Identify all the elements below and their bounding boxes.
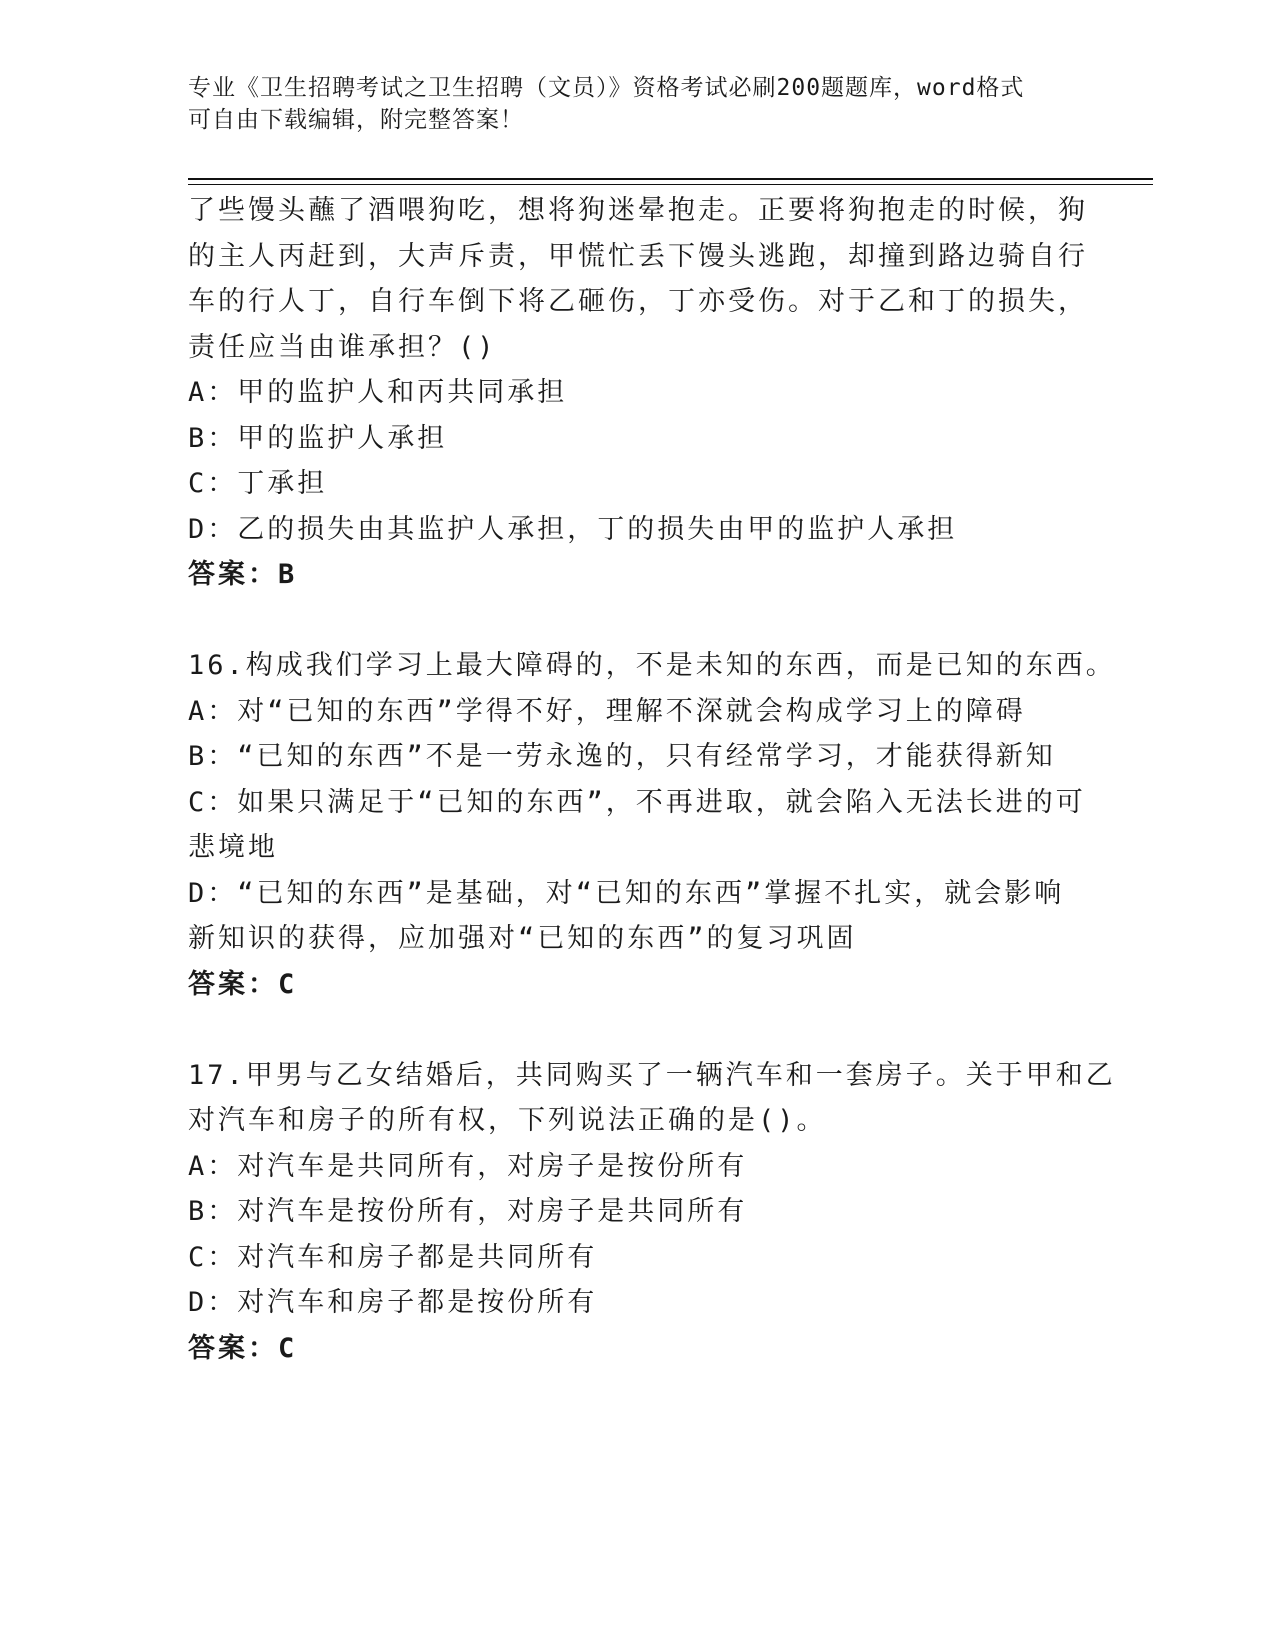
question-stem-line: 17.甲男与乙女结婚后，共同购买了一辆汽车和一套房子。关于甲和乙 — [188, 1059, 1116, 1091]
option-a: A：对汽车是共同所有，对房子是按份所有 — [188, 1150, 748, 1182]
answer-line: 答案：C — [188, 1332, 298, 1364]
option-d: D：“已知的东西”是基础，对“已知的东西”掌握不扎实，就会影响 — [188, 877, 1065, 909]
question-list — [188, 188, 1116, 1371]
header-line: 专业《卫生招聘考试之卫生招聘（文员）》资格考试必刷200题题库，word格式 — [188, 75, 1025, 101]
option-b: B：甲的监护人承担 — [188, 422, 448, 454]
option-c-continued: 悲境地 — [188, 832, 278, 863]
document-header — [188, 72, 1068, 136]
question-stem-line: 了些馒头蘸了酒喂狗吃，想将狗迷晕抱走。正要将狗抱走的时候，狗 — [188, 195, 1088, 226]
header-divider — [188, 178, 1153, 180]
question-stem-line: 16.构成我们学习上最大障碍的，不是未知的东西，而是已知的东西。 — [188, 650, 1116, 681]
header-line: 可自由下载编辑，附完整答案！ — [188, 107, 524, 133]
spacer — [188, 1007, 1088, 1053]
question-stem-line: 责任应当由谁承担？() — [188, 331, 497, 363]
question-stem-line: 的主人丙赶到，大声斥责，甲慌忙丢下馒头逃跑，却撞到路边骑自行 — [188, 240, 1088, 272]
option-d-continued: 新知识的获得，应加强对“已知的东西”的复习巩固 — [188, 923, 857, 954]
question-stem-line: 对汽车和房子的所有权，下列说法正确的是()。 — [188, 1105, 827, 1136]
option-d: D：乙的损失由其监护人承担，丁的损失由甲的监护人承担 — [188, 513, 958, 545]
option-c: C：丁承担 — [188, 468, 328, 499]
option-a: A：甲的监护人和丙共同承担 — [188, 377, 568, 408]
option-c: C：如果只满足于“已知的东西”，不再进取，就会陷入无法长进的可 — [188, 786, 1086, 818]
option-d: D：对汽车和房子都是按份所有 — [188, 1287, 598, 1318]
option-b: B：对汽车是按份所有，对房子是共同所有 — [188, 1196, 748, 1227]
question-block — [188, 188, 1088, 598]
option-c: C：对汽车和房子都是共同所有 — [188, 1241, 598, 1273]
option-b: B：“已知的东西”不是一劳永逸的，只有经常学习，才能获得新知 — [188, 741, 1056, 772]
question-stem-line: 车的行人丁，自行车倒下将乙砸伤，丁亦受伤。对于乙和丁的损失， — [188, 286, 1088, 317]
answer-line: 答案：B — [188, 559, 298, 590]
question-block — [188, 643, 1116, 1007]
question-block — [188, 1053, 1116, 1372]
answer-line: 答案：C — [188, 968, 298, 1000]
option-a: A：对“已知的东西”学得不好，理解不深就会构成学习上的障碍 — [188, 695, 1026, 727]
header-divider-thin — [188, 184, 1153, 185]
spacer — [188, 598, 1088, 644]
